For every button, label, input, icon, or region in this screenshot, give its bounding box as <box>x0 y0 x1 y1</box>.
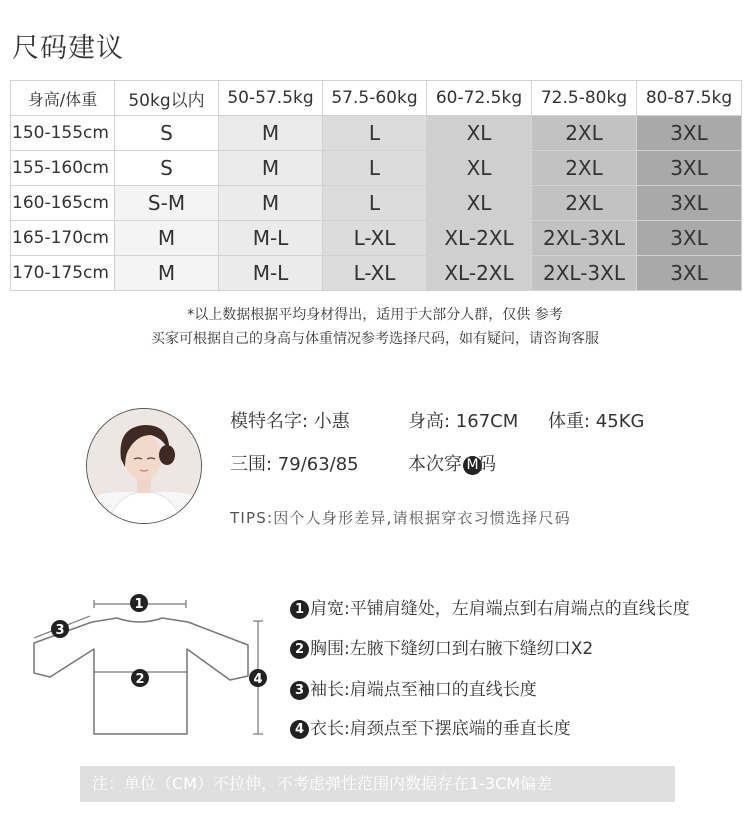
size-cell: L <box>323 186 427 221</box>
size-cell: 3XL <box>637 256 742 291</box>
size-cell: 3XL <box>637 116 742 151</box>
row-height: 170-175cm <box>11 256 115 291</box>
svg-text:3: 3 <box>55 623 65 638</box>
size-tips: TIPS:因个人身形差异,请根据穿衣习惯选择尺码 <box>230 509 571 527</box>
size-cell: 3XL <box>637 186 742 221</box>
model-height: 身高: 167CM <box>408 411 519 432</box>
model-avatar <box>86 408 202 524</box>
size-cell: M <box>115 221 219 256</box>
row-height: 150-155cm <box>11 116 115 151</box>
svg-text:2: 2 <box>135 672 145 687</box>
size-cell: 2XL-3XL <box>532 256 637 291</box>
size-cell: 2XL <box>532 116 637 151</box>
size-cell: M <box>219 186 323 221</box>
row-height: 160-165cm <box>11 186 115 221</box>
size-cell: 3XL <box>637 151 742 186</box>
size-cell: XL <box>427 151 532 186</box>
size-cell: XL-2XL <box>427 221 532 256</box>
table-row <box>11 221 742 256</box>
measurement-sleeve <box>290 675 537 700</box>
size-cell: M-L <box>219 256 323 291</box>
size-cell: 2XL <box>532 186 637 221</box>
size-cell: XL <box>427 186 532 221</box>
measurement-number: 2 <box>290 640 309 659</box>
wearing-size-badge: M <box>463 456 482 475</box>
size-cell: L-XL <box>323 256 427 291</box>
garment-measurement-diagram <box>22 588 272 748</box>
measurement-number: 1 <box>290 600 309 619</box>
wearing-prefix: 本次穿 <box>408 454 462 475</box>
size-cell: L <box>323 116 427 151</box>
measurement-text: 袖长:肩端点至袖口的直线长度 <box>310 680 537 700</box>
size-cell: S-M <box>115 186 219 221</box>
measurement-text: 胸围:左腋下缝纫口到右腋下缝纫口X2 <box>310 639 594 659</box>
model-name: 模特名字: 小惠 <box>230 411 350 432</box>
measurement-text: 肩宽:平铺肩缝处，左肩端点到右肩端点的直线长度 <box>310 599 690 619</box>
page-title: 尺码建议 <box>12 33 124 64</box>
size-cell: M <box>219 116 323 151</box>
size-cell: M-L <box>219 221 323 256</box>
size-cell: 2XL <box>532 151 637 186</box>
model-measurements: 三围: 79/63/85 <box>230 454 359 475</box>
size-cell: L <box>323 151 427 186</box>
measurement-text: 衣长:肩颈点至下摆底端的垂直长度 <box>310 719 571 739</box>
svg-text:1: 1 <box>134 597 144 612</box>
marker-3 <box>51 620 69 638</box>
size-cell: L-XL <box>323 221 427 256</box>
size-cell: M <box>219 151 323 186</box>
model-wearing-size <box>408 450 496 476</box>
size-note-line-2: 买家可根据自己的身高与体重情况参考选择尺码，如有疑问，请咨询客服 <box>151 331 599 347</box>
table-row <box>11 151 742 186</box>
marker-2 <box>131 669 149 687</box>
measurement-chest <box>290 634 593 659</box>
size-cell: S <box>115 116 219 151</box>
size-cell: XL <box>427 116 532 151</box>
marker-1 <box>130 594 148 612</box>
header-weight-5: 72.5-80kg <box>532 81 637 116</box>
header-weight-4: 60-72.5kg <box>427 81 532 116</box>
wearing-suffix: 码 <box>478 454 496 475</box>
table-row <box>11 116 742 151</box>
measurement-number: 3 <box>290 681 309 700</box>
size-cell: XL-2XL <box>427 256 532 291</box>
header-weight-3: 57.5-60kg <box>323 81 427 116</box>
size-cell: M <box>115 256 219 291</box>
header-weight-1: 50kg以内 <box>115 81 219 116</box>
table-row <box>11 186 742 221</box>
marker-4 <box>249 669 267 687</box>
header-weight-6: 80-87.5kg <box>637 81 742 116</box>
size-cell: S <box>115 151 219 186</box>
row-height: 165-170cm <box>11 221 115 256</box>
table-header-row <box>11 81 742 116</box>
header-height-weight: 身高/体重 <box>11 81 115 116</box>
row-height: 155-160cm <box>11 151 115 186</box>
size-chart-table <box>10 80 742 291</box>
model-weight: 体重: 45KG <box>548 411 645 432</box>
svg-text:4: 4 <box>253 672 263 687</box>
size-cell: 2XL-3XL <box>532 221 637 256</box>
header-weight-2: 50-57.5kg <box>219 81 323 116</box>
measurement-shoulder <box>290 594 690 619</box>
table-row <box>11 256 742 291</box>
unit-footnote: 注：单位（CM）不拉伸，不考虑弹性范围内数据存在1-3CM偏差 <box>80 766 675 802</box>
measurement-length <box>290 714 571 739</box>
size-cell: 3XL <box>637 221 742 256</box>
measurement-number: 4 <box>290 720 309 739</box>
size-note-line-1: *以上数据根据平均身材得出，适用于大部分人群，仅供 参考 <box>187 307 563 323</box>
